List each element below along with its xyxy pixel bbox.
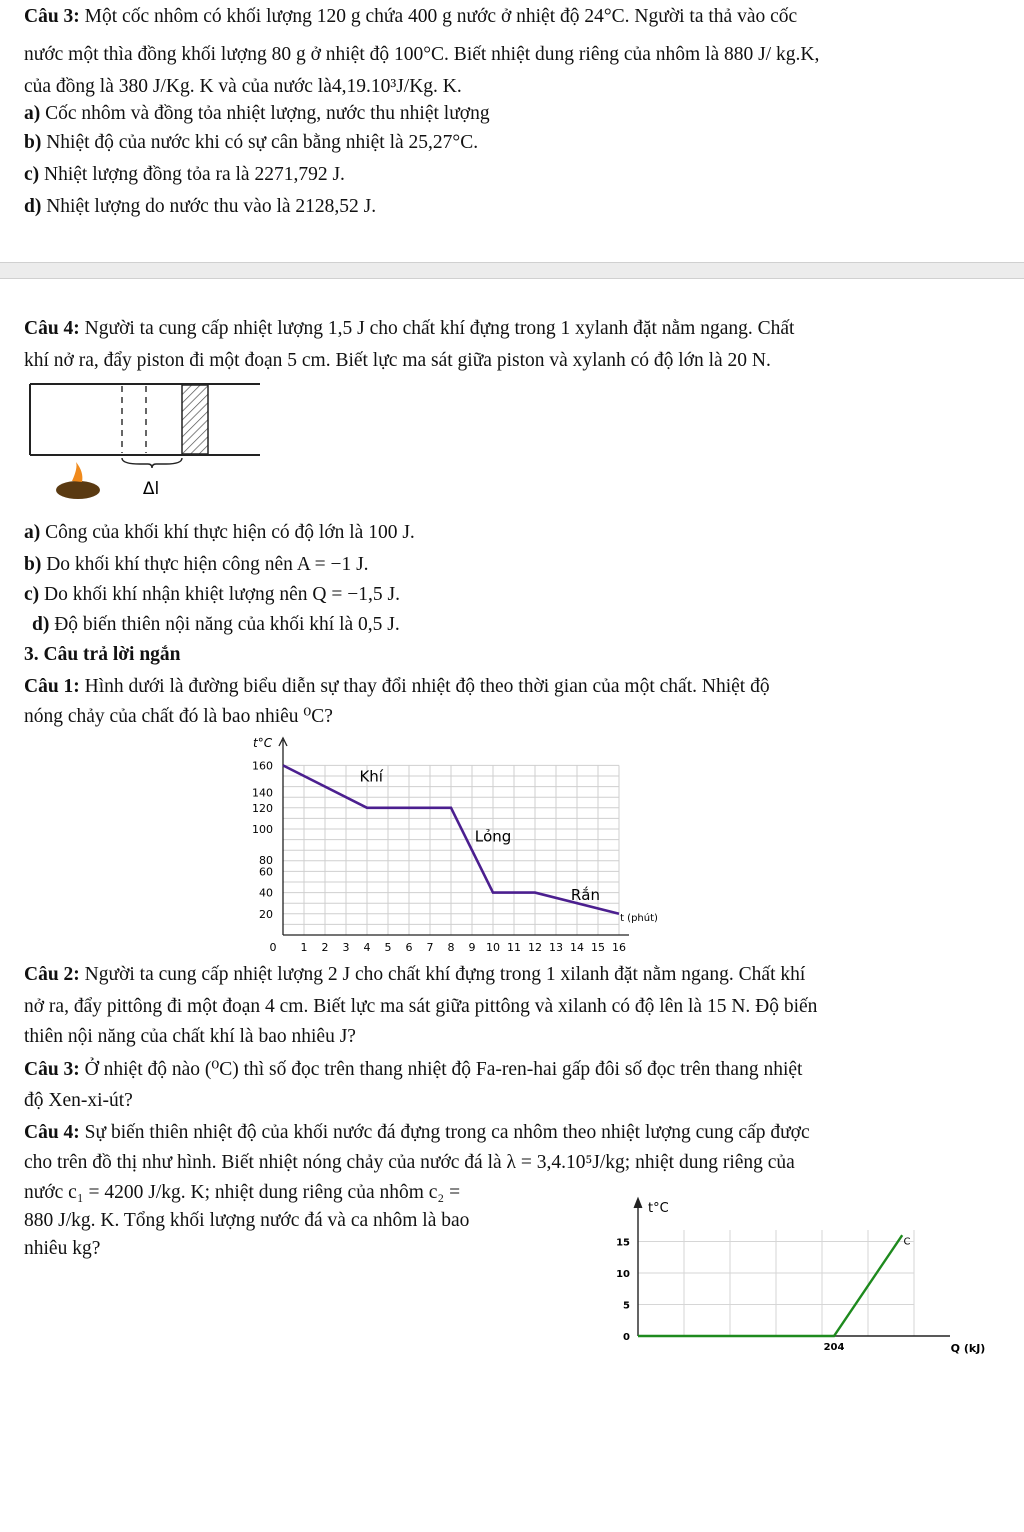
- q3-b-label: b): [24, 132, 42, 153]
- lamp-base: [56, 481, 100, 499]
- q3-line-1: [24, 4, 1000, 30]
- state-label: Lỏng: [474, 827, 512, 846]
- sa2-label: Câu 2:: [24, 964, 80, 985]
- y-tick-label: 140: [252, 786, 273, 800]
- sa3-label: Câu 3:: [24, 1059, 80, 1080]
- piston: [182, 385, 208, 454]
- q3-a-label: a): [24, 103, 41, 124]
- x-tick-label: 15: [591, 941, 605, 954]
- q3-d-text: Nhiệt lượng do nước thu vào là 2128,52 J.: [46, 196, 377, 217]
- q4-option-a: [24, 520, 1000, 546]
- x-tick-label: 7: [426, 941, 434, 954]
- flame-icon: [72, 462, 82, 482]
- y-tick-label: 0: [623, 1332, 630, 1343]
- sa4-line-4: 880 J/kg. K. Tổng khối lượng nước đá và ca nhôm là bao: [24, 1210, 470, 1231]
- q3-a-text: Cốc nhôm và đồng tỏa nhiệt lượng, nước thu nhiệt lượng: [45, 103, 490, 124]
- page-separator: [0, 262, 1024, 278]
- separator-top-line: [0, 262, 1024, 263]
- x-tick-label: 16: [612, 941, 626, 954]
- q4-label: Câu 4:: [24, 318, 80, 339]
- q3-label: Câu 3:: [24, 6, 80, 27]
- y-axis-label: t°C: [648, 1201, 669, 1216]
- point-label: C: [903, 1236, 911, 1248]
- x-tick-label: 204: [823, 1342, 845, 1353]
- q4-line-2: khí nở ra, đẩy piston đi một đoạn 5 cm. Biết lực ma sát giữa piston và xylanh có độ lớn là 20 N.: [24, 350, 771, 371]
- q4-option-c: [24, 582, 1000, 608]
- sa4-label: Câu 4:: [24, 1122, 80, 1143]
- x-tick-label: 10: [486, 941, 500, 954]
- q3-option-a: [24, 101, 1000, 127]
- x-tick-label: 14: [570, 941, 584, 954]
- q4-c-label: c): [24, 584, 40, 605]
- x-tick-label: 2: [321, 941, 329, 954]
- q4-option-b: [24, 552, 1000, 578]
- sa3-line-1: [24, 1057, 1000, 1083]
- sa4-line-1: [24, 1120, 1000, 1146]
- state-label: Khí: [359, 767, 383, 786]
- y-tick-label: 5: [623, 1300, 630, 1312]
- q3-text-1: Một cốc nhôm có khối lượng 120 g chứa 400 g nước ở nhiệt độ 24°C. Người ta thả vào cốc: [84, 6, 798, 27]
- x-tick-label: 3: [342, 941, 350, 954]
- x-tick-label: 9: [468, 941, 476, 954]
- sa2-line-1: [24, 962, 1000, 988]
- section-title: 3. Câu trả lời ngắn: [24, 644, 181, 665]
- sa4-line-5: nhiêu kg?: [24, 1238, 101, 1259]
- sa1-text-1: Hình dưới là đường biểu diễn sự thay đổi nhiệt độ theo thời gian của một chất. Nhiệt độ: [84, 676, 770, 697]
- temperature-time-chart: [236, 730, 756, 956]
- q3-b-text: Nhiệt độ của nước khi có sự cân bằng nhiệt là 25,27°C.: [46, 132, 479, 153]
- x-axis-label: Q (kJ): [950, 1342, 986, 1355]
- y-tick-label: 40: [259, 886, 273, 900]
- q3-line-2: nước một thìa đồng khối lượng 80 g ở nhiệt độ 100°C. Biết nhiệt dung riêng của nhôm là 880 J/ kg.K,: [24, 44, 820, 65]
- q4-b-label: b): [24, 554, 42, 575]
- y-axis-label: t°C: [253, 736, 273, 750]
- y-tick-label: 80: [259, 854, 273, 868]
- sa1-line-1: [24, 674, 1000, 700]
- q4-a-text: Công của khối khí thực hiện có độ lớn là 100 J.: [45, 522, 415, 543]
- y-tick-label: 60: [259, 865, 273, 879]
- x-tick-label: 12: [528, 941, 542, 954]
- y-tick-label: 20: [259, 907, 273, 921]
- sa2-line-3: thiên nội năng của chất khí là bao nhiêu J?: [24, 1026, 356, 1047]
- q3-c-label: c): [24, 164, 40, 185]
- q4-c-text: Do khối khí nhận khiệt lượng nên Q = −1,5 J.: [44, 584, 400, 605]
- x-tick-label: 8: [447, 941, 455, 954]
- q3-option-b: [24, 130, 1000, 156]
- q3-d-label: d): [24, 196, 42, 217]
- sa2-text-1: Người ta cung cấp nhiệt lượng 2 J cho chất khí đựng trong 1 xilanh đặt nằm ngang. Chất khí: [84, 964, 806, 985]
- x-tick-label: 6: [405, 941, 413, 954]
- x-tick-label: 4: [363, 941, 371, 954]
- x-tick-label: 5: [384, 941, 392, 954]
- separator-bottom-line: [0, 278, 1024, 279]
- q3-line-3: của đồng là 380 J/Kg. K và của nước là4,19.10³J/Kg. K.: [24, 76, 462, 97]
- y-tick-label: 100: [252, 823, 273, 836]
- q4-d-text: Độ biến thiên nội năng của khối khí là 0,5 J.: [54, 614, 400, 635]
- x-tick-label: 1: [300, 941, 308, 954]
- q4-b-text: Do khối khí thực hiện công nên A = −1 J.: [46, 554, 369, 575]
- y-tick-label: 160: [252, 759, 273, 773]
- q4-a-label: a): [24, 522, 41, 543]
- x-tick-label: 11: [507, 941, 521, 954]
- y-axis-arrow: [634, 1198, 642, 1208]
- cylinder-piston-diagram: [20, 378, 270, 500]
- delta-l-label: Δl: [142, 479, 160, 499]
- y-tick-label: 15: [616, 1237, 630, 1249]
- temperature-heat-chart: [600, 1190, 1000, 1410]
- y-tick-label: 120: [252, 801, 273, 815]
- sa4-line-2: cho trên đồ thị như hình. Biết nhiệt nóng chảy của nước đá là λ = 3,4.10⁵J/kg; nhiệt dung riêng của: [24, 1152, 795, 1173]
- state-label: Rắn: [570, 886, 600, 905]
- x-tick-label: 0: [269, 941, 277, 954]
- sa4-text-1: Sự biến thiên nhiệt độ của khối nước đá đựng trong ca nhôm theo nhiệt lượng cung cấp được: [84, 1122, 810, 1143]
- sa1-label: Câu 1:: [24, 676, 80, 697]
- delta-l-brace: [122, 458, 182, 468]
- q4-d-label: d): [32, 614, 50, 635]
- q3-option-d: [24, 194, 1000, 220]
- q4-line-1: [24, 316, 1000, 342]
- x-tick-label: 13: [549, 941, 563, 954]
- sa3-line-2: độ Xen-xi-út?: [24, 1090, 133, 1111]
- q4-text-1: Người ta cung cấp nhiệt lượng 1,5 J cho chất khí đựng trong 1 xylanh đặt nằm ngang. Chất: [84, 318, 795, 339]
- sa1-line-2: nóng chảy của chất đó là bao nhiêu ⁰C?: [24, 706, 333, 727]
- heating-curve-line: [638, 1235, 902, 1336]
- q3-c-text: Nhiệt lượng đồng tỏa ra là 2271,792 J.: [44, 164, 345, 185]
- q4-option-d: [32, 612, 1000, 638]
- sa2-line-2: nở ra, đẩy pittông đi một đoạn 4 cm. Biết lực ma sát giữa pittông và xilanh có độ lên là 15 N. Độ biến: [24, 996, 818, 1017]
- q3-option-c: [24, 162, 1000, 188]
- x-axis-label: t (phút): [620, 913, 658, 924]
- y-tick-label: 10: [616, 1269, 630, 1280]
- sa3-text-1: Ở nhiệt độ nào (⁰C) thì số đọc trên thang nhiệt độ Fa-ren-hai gấp đôi số đọc trên thang nhiệt: [84, 1059, 803, 1080]
- sa4-line-3: nước c₁ = 4200 J/kg. K; nhiệt dung riêng của nhôm c₂ =: [24, 1182, 461, 1203]
